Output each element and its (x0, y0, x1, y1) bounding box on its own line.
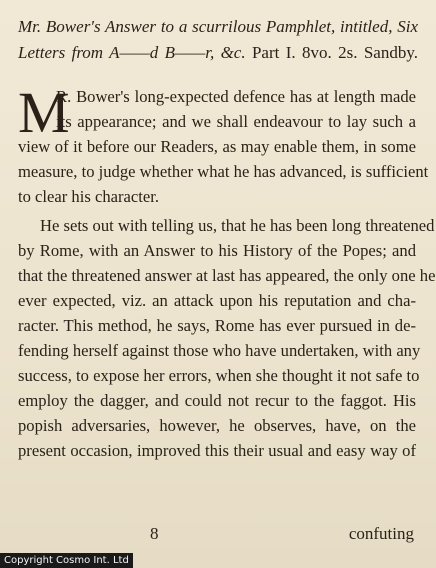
body-line: fending herself against those who have undertaken, with any (18, 341, 421, 360)
heading-line-2-roman: Part I. 8vo. 2s. Sandby. (245, 43, 418, 62)
body-line: by Rome, with an Answer to his History of the Popes; and (18, 241, 416, 260)
heading-line-2 (18, 40, 418, 66)
body-line: He sets out with telling us, that he has been long threatened (40, 216, 435, 235)
body-line: success, to expose her errors, when she thought it not safe to (18, 366, 420, 385)
drop-cap: M (18, 80, 70, 145)
body-line: employ the dagger, and could not recur to the faggot. His (18, 391, 416, 410)
body-line: racter. This method, he says, Rome has ever pursued in de- (18, 316, 416, 335)
copyright-watermark: Copyright Cosmo Int. Ltd (0, 553, 133, 568)
signature-mark: 8 (150, 524, 159, 543)
catchword: confuting (348, 524, 414, 543)
heading-line-2-italic: Letters from A——d B——r, &c. (18, 43, 246, 62)
body-line: R. Bower's long-expected defence has at length made (56, 87, 416, 106)
body-line: ever expected, viz. an attack upon his reputation and cha- (18, 291, 416, 310)
body-line: that the threatened answer at last has appeared, the only one he (18, 266, 436, 285)
heading-line-1: Mr. Bower's Answer to a scurrilous Pamphlet, intitled, Six (18, 17, 418, 36)
body-line: present occasion, improved this their usual and easy way of (18, 441, 416, 460)
body-line: view of it before our Readers, as may enable them, in some (18, 137, 416, 156)
body-line: to clear his character. (18, 187, 159, 206)
body-line: measure, to judge whether what he has advanced, is sufficient (18, 162, 429, 181)
article-heading (18, 14, 418, 66)
body-line: its appearance; and we shall endeavour to lay such a (56, 112, 416, 131)
body-line: popish adversaries, however, he observes, have, on the (18, 416, 416, 435)
